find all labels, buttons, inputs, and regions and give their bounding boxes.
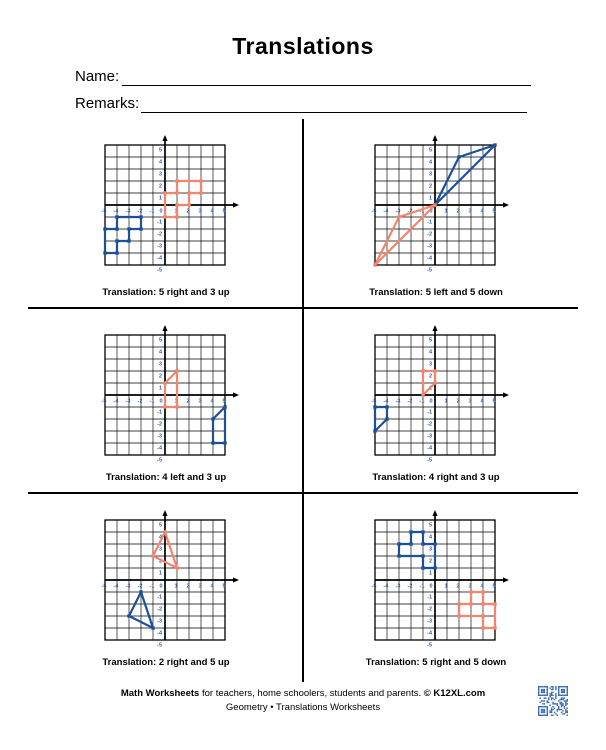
svg-text:5: 5 bbox=[492, 398, 496, 405]
svg-text:5: 5 bbox=[158, 147, 162, 154]
panel-caption-3: Translation: 4 left and 3 up bbox=[105, 472, 227, 483]
svg-text:-4: -4 bbox=[113, 208, 119, 215]
svg-text:2: 2 bbox=[186, 583, 190, 590]
svg-text:3: 3 bbox=[198, 208, 202, 215]
svg-text:-3: -3 bbox=[427, 618, 432, 625]
svg-text:3: 3 bbox=[428, 171, 432, 178]
svg-text:2: 2 bbox=[456, 398, 460, 405]
svg-text:0: 0 bbox=[159, 398, 163, 405]
svg-text:-4: -4 bbox=[113, 583, 119, 590]
svg-text:-1: -1 bbox=[157, 409, 162, 416]
svg-text:5: 5 bbox=[222, 583, 226, 590]
svg-text:4: 4 bbox=[480, 398, 484, 405]
footer-brand: Math Worksheets bbox=[120, 688, 200, 699]
svg-text:-2: -2 bbox=[427, 231, 432, 238]
svg-text:-1: -1 bbox=[419, 208, 425, 215]
svg-text:-5: -5 bbox=[371, 208, 377, 215]
svg-text:5: 5 bbox=[428, 337, 432, 344]
svg-text:1: 1 bbox=[158, 195, 162, 202]
svg-text:0: 0 bbox=[159, 208, 163, 215]
svg-text:2: 2 bbox=[428, 558, 432, 565]
svg-text:-1: -1 bbox=[427, 594, 432, 601]
svg-text:-5: -5 bbox=[371, 398, 377, 405]
svg-text:4: 4 bbox=[210, 208, 214, 215]
panel-caption-6: Translation: 5 right and 5 down bbox=[365, 657, 507, 668]
footer-copyright: © K12XL.com bbox=[423, 688, 486, 699]
coordinate-grid-panel-6 bbox=[360, 507, 512, 649]
svg-text:2: 2 bbox=[456, 583, 460, 590]
coordinate-grid-panel-4 bbox=[360, 322, 512, 464]
svg-text:-5: -5 bbox=[371, 583, 377, 590]
svg-text:-3: -3 bbox=[157, 243, 162, 250]
svg-text:5: 5 bbox=[222, 398, 226, 405]
svg-text:-2: -2 bbox=[407, 583, 413, 590]
svg-text:3: 3 bbox=[198, 583, 202, 590]
svg-text:-5: -5 bbox=[101, 208, 107, 215]
svg-text:1: 1 bbox=[428, 195, 432, 202]
svg-text:2: 2 bbox=[158, 183, 162, 190]
svg-text:4: 4 bbox=[428, 159, 432, 166]
svg-text:2: 2 bbox=[456, 208, 460, 215]
svg-text:3: 3 bbox=[428, 546, 432, 553]
svg-text:-2: -2 bbox=[427, 421, 432, 428]
svg-text:1: 1 bbox=[174, 208, 178, 215]
svg-text:1: 1 bbox=[444, 583, 448, 590]
svg-text:3: 3 bbox=[158, 171, 162, 178]
horizontal-divider-2 bbox=[28, 492, 578, 494]
svg-text:0: 0 bbox=[429, 208, 433, 215]
svg-text:-4: -4 bbox=[157, 630, 162, 637]
svg-text:-4: -4 bbox=[427, 255, 432, 262]
page-title: Translations bbox=[232, 33, 374, 59]
svg-text:-3: -3 bbox=[395, 583, 401, 590]
svg-text:-4: -4 bbox=[157, 255, 162, 262]
svg-text:-2: -2 bbox=[157, 421, 162, 428]
svg-text:1: 1 bbox=[428, 385, 432, 392]
svg-text:4: 4 bbox=[210, 398, 214, 405]
svg-text:1: 1 bbox=[158, 385, 162, 392]
svg-text:1: 1 bbox=[158, 570, 162, 577]
svg-text:4: 4 bbox=[480, 208, 484, 215]
svg-text:-4: -4 bbox=[113, 398, 119, 405]
svg-text:4: 4 bbox=[158, 534, 162, 541]
svg-text:2: 2 bbox=[186, 208, 190, 215]
svg-text:1: 1 bbox=[428, 570, 432, 577]
svg-text:-1: -1 bbox=[149, 583, 155, 590]
svg-text:-5: -5 bbox=[157, 267, 162, 274]
svg-text:-3: -3 bbox=[125, 208, 131, 215]
svg-text:5: 5 bbox=[158, 522, 162, 529]
horizontal-divider-1 bbox=[28, 307, 578, 309]
svg-text:-5: -5 bbox=[427, 267, 432, 274]
panel-caption-1: Translation: 5 right and 3 up bbox=[102, 287, 230, 298]
svg-text:-5: -5 bbox=[157, 457, 162, 464]
coordinate-grid-panel-2 bbox=[360, 132, 512, 274]
footer-line-2: Geometry • Translations Worksheets bbox=[225, 702, 381, 713]
svg-text:-2: -2 bbox=[137, 583, 143, 590]
svg-text:-2: -2 bbox=[427, 606, 432, 613]
svg-text:4: 4 bbox=[210, 583, 214, 590]
panel-caption-4: Translation: 4 right and 3 up bbox=[372, 472, 500, 483]
svg-text:-3: -3 bbox=[125, 583, 131, 590]
footer-tagline: for teachers, home schoolers, students and parents. bbox=[199, 688, 424, 699]
svg-text:3: 3 bbox=[198, 398, 202, 405]
svg-text:5: 5 bbox=[222, 208, 226, 215]
name-blank-line bbox=[122, 85, 531, 86]
svg-text:5: 5 bbox=[158, 337, 162, 344]
svg-text:-3: -3 bbox=[427, 243, 432, 250]
svg-text:1: 1 bbox=[174, 398, 178, 405]
svg-text:-1: -1 bbox=[427, 409, 432, 416]
svg-text:-5: -5 bbox=[101, 583, 107, 590]
svg-text:-2: -2 bbox=[157, 606, 162, 613]
qr-code bbox=[538, 686, 568, 716]
svg-text:3: 3 bbox=[158, 361, 162, 368]
svg-text:3: 3 bbox=[468, 398, 472, 405]
svg-text:3: 3 bbox=[158, 546, 162, 553]
svg-text:-3: -3 bbox=[427, 433, 432, 440]
remarks-blank-line bbox=[141, 112, 527, 113]
svg-text:-1: -1 bbox=[149, 398, 155, 405]
svg-text:0: 0 bbox=[159, 583, 163, 590]
panel-caption-2: Translation: 5 left and 5 down bbox=[369, 287, 503, 298]
svg-text:3: 3 bbox=[468, 583, 472, 590]
svg-text:2: 2 bbox=[158, 373, 162, 380]
svg-text:-2: -2 bbox=[407, 208, 413, 215]
svg-text:-2: -2 bbox=[157, 231, 162, 238]
svg-text:4: 4 bbox=[158, 349, 162, 356]
svg-text:-2: -2 bbox=[137, 398, 143, 405]
svg-text:0: 0 bbox=[429, 398, 433, 405]
remarks-label: Remarks: bbox=[75, 95, 140, 112]
svg-text:2: 2 bbox=[428, 373, 432, 380]
svg-text:-1: -1 bbox=[419, 398, 425, 405]
svg-text:5: 5 bbox=[428, 522, 432, 529]
svg-text:-5: -5 bbox=[101, 398, 107, 405]
name-label: Name: bbox=[75, 68, 120, 85]
svg-text:-3: -3 bbox=[395, 398, 401, 405]
svg-text:3: 3 bbox=[428, 361, 432, 368]
svg-text:-4: -4 bbox=[427, 630, 432, 637]
svg-text:-1: -1 bbox=[149, 208, 155, 215]
svg-text:0: 0 bbox=[429, 583, 433, 590]
svg-text:-4: -4 bbox=[427, 445, 432, 452]
svg-text:5: 5 bbox=[492, 208, 496, 215]
svg-text:1: 1 bbox=[444, 398, 448, 405]
svg-text:-3: -3 bbox=[157, 433, 162, 440]
coordinate-grid-panel-1 bbox=[90, 132, 242, 274]
svg-text:4: 4 bbox=[428, 349, 432, 356]
svg-text:1: 1 bbox=[174, 583, 178, 590]
svg-text:-4: -4 bbox=[383, 583, 389, 590]
svg-text:4: 4 bbox=[480, 583, 484, 590]
svg-text:-1: -1 bbox=[157, 219, 162, 226]
svg-text:-1: -1 bbox=[419, 583, 425, 590]
footer-line-1 bbox=[0, 688, 606, 699]
coordinate-grid-panel-3 bbox=[90, 322, 242, 464]
svg-text:1: 1 bbox=[444, 208, 448, 215]
svg-text:-5: -5 bbox=[427, 642, 432, 649]
svg-text:-4: -4 bbox=[157, 445, 162, 452]
svg-text:4: 4 bbox=[158, 159, 162, 166]
svg-text:-1: -1 bbox=[157, 594, 162, 601]
svg-text:2: 2 bbox=[186, 398, 190, 405]
svg-text:-2: -2 bbox=[137, 208, 143, 215]
svg-text:5: 5 bbox=[492, 583, 496, 590]
svg-text:-1: -1 bbox=[427, 219, 432, 226]
svg-text:-2: -2 bbox=[407, 398, 413, 405]
svg-text:-3: -3 bbox=[395, 208, 401, 215]
svg-text:-5: -5 bbox=[157, 642, 162, 649]
svg-text:-3: -3 bbox=[125, 398, 131, 405]
svg-text:-5: -5 bbox=[427, 457, 432, 464]
svg-text:-4: -4 bbox=[383, 398, 389, 405]
svg-text:-3: -3 bbox=[157, 618, 162, 625]
panel-caption-5: Translation: 2 right and 5 up bbox=[102, 657, 230, 668]
svg-text:5: 5 bbox=[428, 147, 432, 154]
svg-text:2: 2 bbox=[428, 183, 432, 190]
svg-text:2: 2 bbox=[158, 558, 162, 565]
vertical-divider bbox=[302, 119, 304, 682]
svg-text:-4: -4 bbox=[383, 208, 389, 215]
svg-text:4: 4 bbox=[428, 534, 432, 541]
svg-text:3: 3 bbox=[468, 208, 472, 215]
coordinate-grid-panel-5 bbox=[90, 507, 242, 649]
